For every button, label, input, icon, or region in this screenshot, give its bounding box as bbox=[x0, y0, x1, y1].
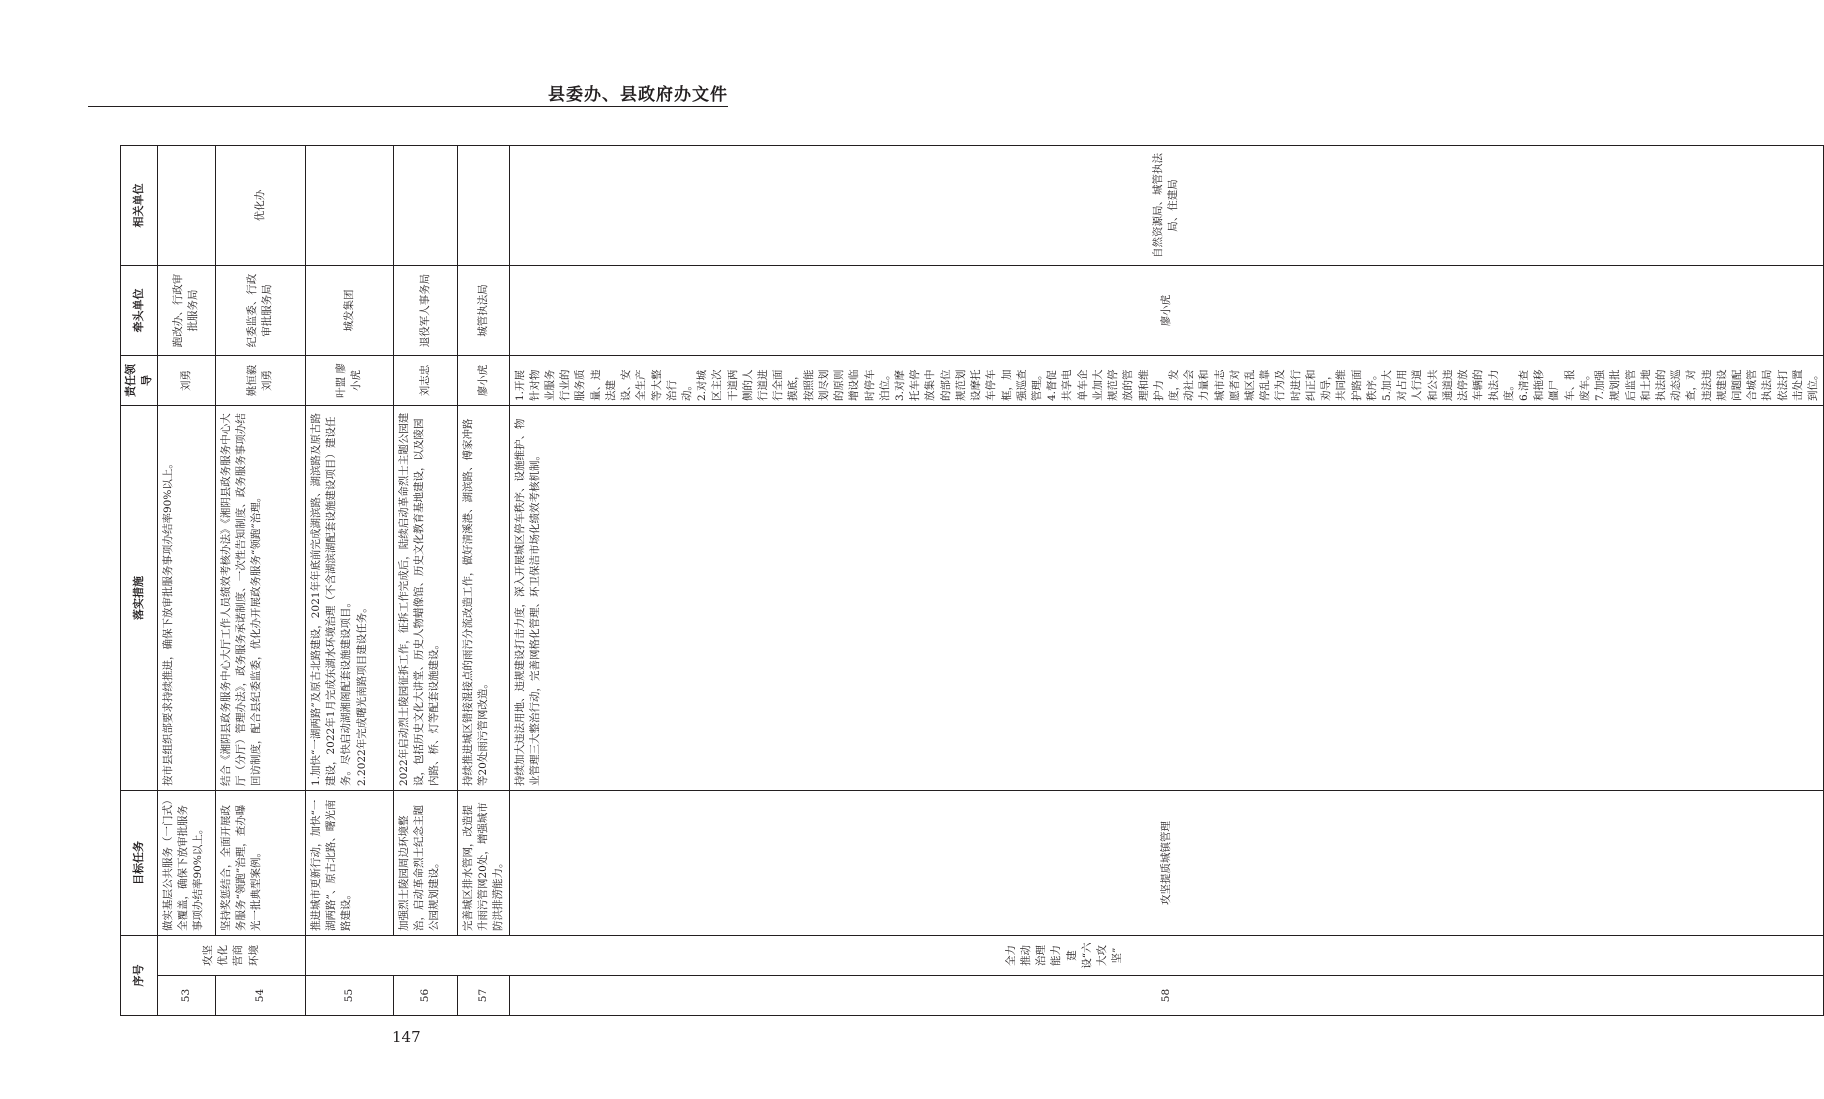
row-lead-unit: 城发集团 bbox=[305, 266, 393, 356]
row-measures bbox=[393, 406, 457, 791]
rotated-table-wrapper bbox=[120, 146, 1820, 1016]
measure-line: 4.督促共享电单车企业加大规范停放的管理和维护力度，发动社会力量和城市志愿者对城区乱停乱靠行为及时进行纠正和劝导，共同维护路面秩序。 bbox=[1046, 369, 1378, 401]
row-related bbox=[457, 146, 509, 266]
row-measures bbox=[509, 356, 1824, 406]
row-lead-unit: 跑改办、行政审批服务局 bbox=[157, 266, 215, 356]
page-number: 147 bbox=[392, 1028, 421, 1046]
table-row bbox=[457, 146, 509, 1016]
row-lead-unit: 自然资源局、城管执法局、住建局 bbox=[509, 146, 1824, 266]
row-related bbox=[393, 146, 457, 266]
row-task: 加强烈士陵园周边环境整治，启动革命烈士纪念主题公园规划建设。 bbox=[393, 791, 457, 936]
row-task: 做实基层公共服务（一门式）全覆盖，确保下放审批服务事项办结率90%以上。 bbox=[157, 791, 215, 936]
measure-line: 持续推进城区错接混接点的雨污分流改造工作，做好清溪港、湖滨路、傅家冲路等20处雨污管网改造。 bbox=[461, 418, 490, 786]
header-lead-unit: 牵头单位 bbox=[121, 266, 158, 356]
task-table bbox=[120, 145, 1824, 1016]
row-related: 优化办 bbox=[215, 146, 305, 266]
header-rule bbox=[88, 106, 728, 107]
document-header-title: 县委办、县政府办文件 bbox=[548, 85, 728, 105]
row-measures bbox=[157, 406, 215, 791]
row-seq: 55 bbox=[305, 976, 393, 1016]
row-leader: 叶盟 廖小虎 bbox=[305, 356, 393, 406]
row-leader: 廖小虎 bbox=[509, 266, 1824, 356]
table-row bbox=[215, 146, 305, 1016]
measure-line: 2.对城区主次干道两侧的人行道进行全面摸底，按照能划尽划的原则增设临时停车泊位。 bbox=[696, 369, 891, 401]
row-related bbox=[305, 146, 393, 266]
measure-line: 1.开展针对物业服务行业的服务质量、违法建设、安全生产等大整治行动。 bbox=[513, 369, 693, 401]
row-leader: 姚恒毅 刘勇 bbox=[215, 356, 305, 406]
group-label: 全力推动治理能力建设“六大攻坚” bbox=[305, 936, 1823, 976]
row-lead-unit: 纪委监委、行政审批服务局 bbox=[215, 266, 305, 356]
row-task: 完善城区排水管网，改造提升雨污管网20处，增强城市防洪排涝能力。 bbox=[457, 791, 509, 936]
group-label: 攻坚提质城镇管理 bbox=[509, 791, 1824, 936]
row-seq: 58 bbox=[509, 976, 1824, 1016]
table-row bbox=[305, 146, 393, 1016]
row-leader: 廖小虎 bbox=[457, 356, 509, 406]
table-row bbox=[509, 146, 1824, 1016]
measure-line: 结合《湘阴县政务服务中心大厅工作人员绩效考核办法》《湘阴县政务服务中心大厅（分厅）管理办法》，政务服务承诺制度、一次性告知制度、政务服务事项办结回访制度，配合县纪委监委，优化办开展政务服务“领跑”治理。 bbox=[219, 413, 263, 786]
row-measures bbox=[215, 406, 305, 791]
measure-line: 6.清查和拖移僵尸车、报废车。 bbox=[1517, 369, 1591, 401]
measure-line: 7.加强规划批后监管和土地执法的动态巡查，对违法违规建设问题配合城管执法局依法打击处置到位。 bbox=[1594, 369, 1820, 401]
measure-line: 按市县组织部要求持续推进，确保下放审批服务事项办结率90%以上。 bbox=[161, 458, 174, 786]
header-seq: 序号 bbox=[121, 936, 158, 1016]
header-related: 相关单位 bbox=[121, 146, 158, 266]
row-leader: 刘志忠 bbox=[393, 356, 457, 406]
row-seq: 57 bbox=[457, 976, 509, 1016]
row-task: 推进城市更新行动，加快“一湖两路”、原古北路、曙光南路建设。 bbox=[305, 791, 393, 936]
table-header-row bbox=[121, 146, 158, 1016]
row-measures bbox=[457, 406, 509, 791]
row-seq: 53 bbox=[157, 976, 215, 1016]
row-leader: 刘勇 bbox=[157, 356, 215, 406]
measure-line: 5.加大对占用人行道和公共通道违法停放车辆的执法力度。 bbox=[1381, 369, 1515, 401]
group-label: 攻坚优化营商环境 bbox=[157, 936, 305, 976]
row-task: 持续加大违法用地、违规建设打击力度，深入开展城区停车秩序、设施维护、物业管理三大整治行动，完善网格化管理、环卫保洁市场化绩效考核机制。 bbox=[509, 406, 1824, 791]
row-seq: 56 bbox=[393, 976, 457, 1016]
header-leader: 责任领导 bbox=[121, 356, 158, 406]
table-row bbox=[157, 146, 215, 1016]
row-task: 坚持奖惩结合，全面开展政务服务“领跑”治理，查办曝光一批典型案例。 bbox=[215, 791, 305, 936]
row-seq: 54 bbox=[215, 976, 305, 1016]
header-task: 目标任务 bbox=[121, 791, 158, 936]
measure-line: 2.2022年完成曙光南路项目建设任务。 bbox=[355, 602, 368, 786]
table-row bbox=[393, 146, 457, 1016]
measure-line: 2022年启动烈士陵园征拆工作，征拆工作完成后，陆续启动革命烈士主题公园建设，包括历史文化大讲堂、历史人物蜡像馆、历史文化教育基地建设，以及陵园内路、桥、灯等配套设施建设。 bbox=[397, 412, 441, 786]
row-measures bbox=[305, 406, 393, 791]
header-measures: 落实措施 bbox=[121, 406, 158, 791]
measure-line: 1.加快“一湖两路”及原古北路建设，2021年年底前完成湖滨路、湖滨路及原古路建设，2022年1月完成东湖水环境治理（不含湖滨湖配套设施建设项目）建设任务。尽快启动湖湘阁配套设施建设项目。 bbox=[309, 413, 353, 786]
measure-line: 3.对摩托车停放集中的部位规范划设摩托车停车框，加强巡查管理。 bbox=[894, 369, 1043, 401]
row-related bbox=[157, 146, 215, 266]
row-lead-unit: 退役军人事务局 bbox=[393, 266, 457, 356]
row-lead-unit: 城管执法局 bbox=[457, 266, 509, 356]
